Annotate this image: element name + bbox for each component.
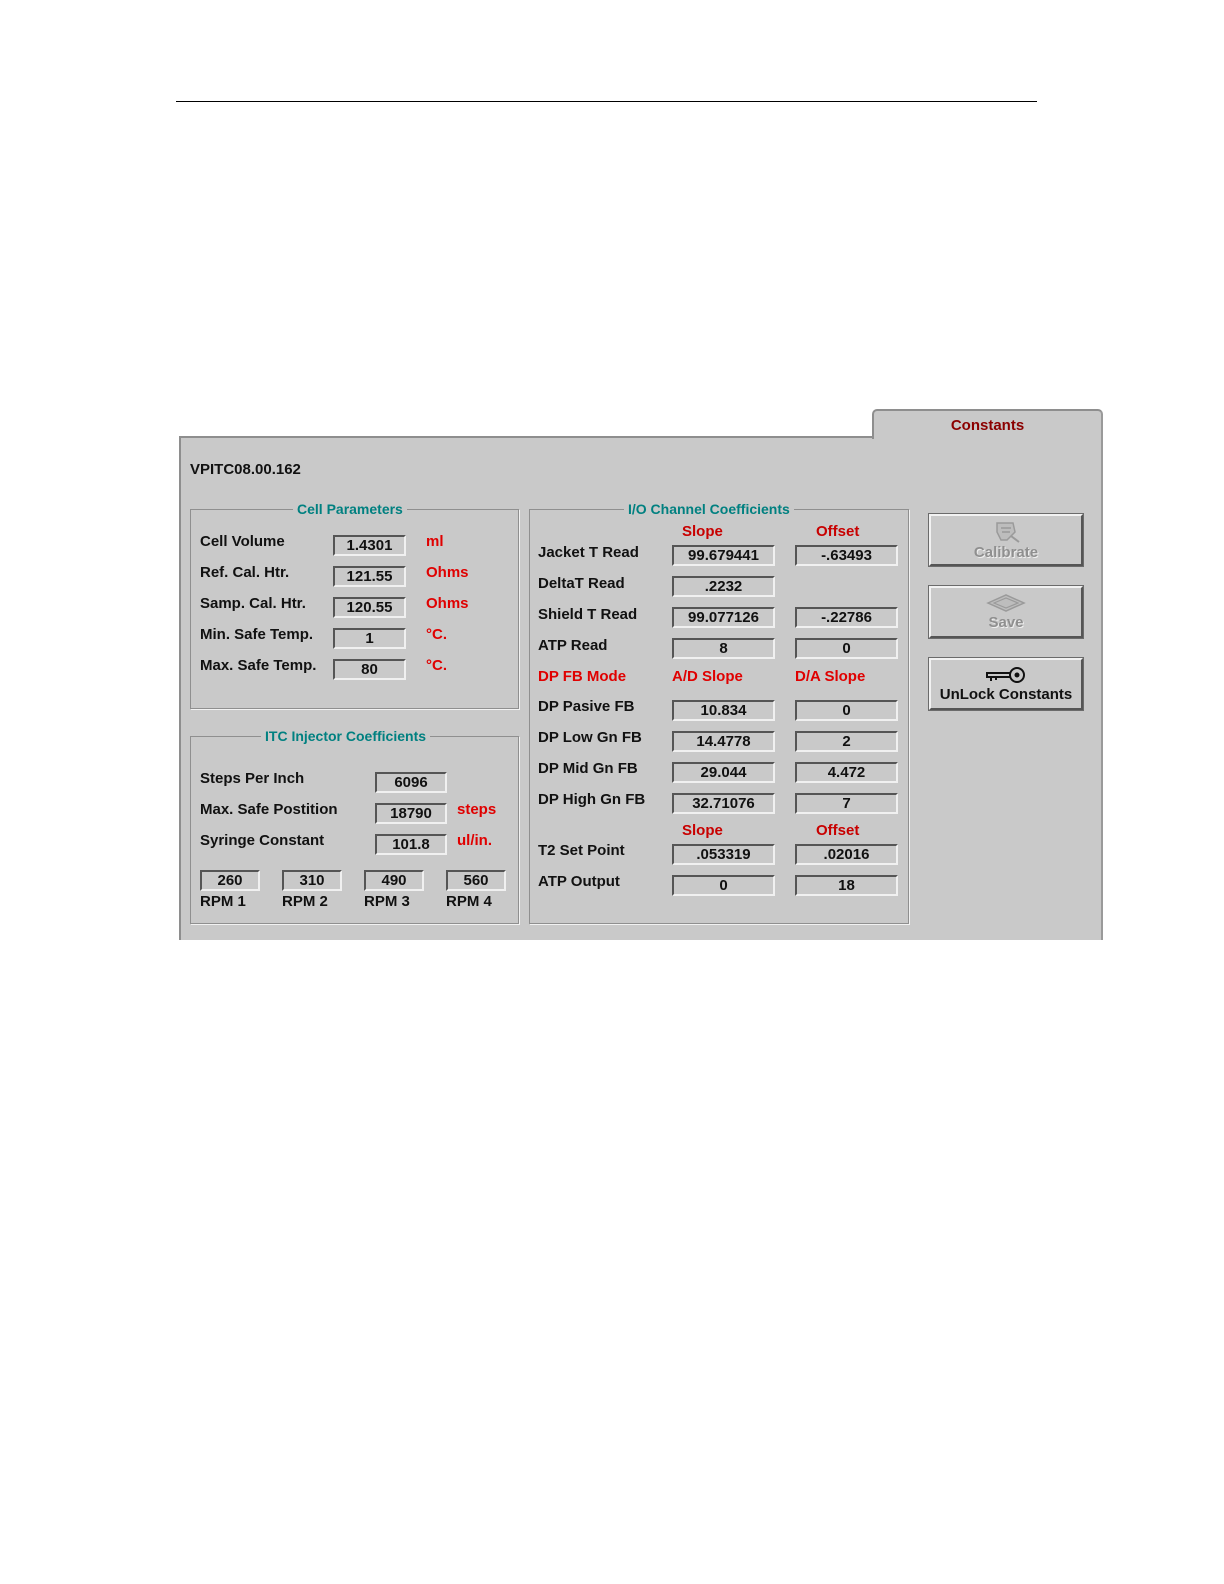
jacket-t-read-slope-field[interactable]: 99.679441 bbox=[672, 545, 775, 566]
jacket-t-read-label: Jacket T Read bbox=[538, 544, 639, 561]
shield-t-read-offset-field[interactable]: -.22786 bbox=[795, 607, 898, 628]
rpm-4-field[interactable]: 560 bbox=[446, 870, 506, 891]
save-button[interactable] bbox=[929, 586, 1083, 638]
deltat-read-slope-field[interactable]: .2232 bbox=[672, 576, 775, 597]
ref-cal-htr-field[interactable]: 121.55 bbox=[333, 566, 406, 587]
rpm-4-label: RPM 4 bbox=[446, 893, 492, 910]
dp-low-gn-fb-da-field[interactable]: 2 bbox=[795, 731, 898, 752]
save-button-label: Save bbox=[988, 614, 1024, 631]
rpm-1-label: RPM 1 bbox=[200, 893, 246, 910]
cell-volume-label: Cell Volume bbox=[200, 533, 285, 550]
atp-output-offset-field[interactable]: 18 bbox=[795, 875, 898, 896]
max-safe-temp-label: Max. Safe Temp. bbox=[200, 657, 317, 674]
min-safe-temp-label: Min. Safe Temp. bbox=[200, 626, 314, 643]
max-safe-temp-field[interactable]: 80 bbox=[333, 659, 406, 680]
syringe-constant-field[interactable]: 101.8 bbox=[375, 834, 447, 855]
rpm-1-field[interactable]: 260 bbox=[200, 870, 260, 891]
atp-output-slope-field[interactable]: 0 bbox=[672, 875, 775, 896]
rpm-3-field[interactable]: 490 bbox=[364, 870, 424, 891]
max-safe-position-label: Max. Safe Postition bbox=[200, 801, 338, 818]
min-safe-temp-field[interactable]: 1 bbox=[333, 628, 406, 649]
ad-slope-header: A/D Slope bbox=[672, 668, 743, 685]
rpm-3-label: RPM 3 bbox=[364, 893, 410, 910]
calibrate-button[interactable] bbox=[929, 514, 1083, 566]
dp-low-gn-fb-label: DP Low Gn FB bbox=[538, 729, 642, 746]
atp-read-slope-field[interactable]: 8 bbox=[672, 638, 775, 659]
rpm-2-field[interactable]: 310 bbox=[282, 870, 342, 891]
jacket-t-read-offset-field[interactable]: -.63493 bbox=[795, 545, 898, 566]
ref-cal-htr-label: Ref. Cal. Htr. bbox=[200, 564, 290, 581]
tab-constants-label: Constants bbox=[950, 417, 1025, 434]
dp-pasive-fb-da-field[interactable]: 0 bbox=[795, 700, 898, 721]
cell-volume-field[interactable]: 1.4301 bbox=[333, 535, 406, 556]
save-icon bbox=[984, 592, 1028, 614]
samp-cal-htr-field[interactable]: 120.55 bbox=[333, 597, 406, 618]
max-safe-temp-unit: °C. bbox=[426, 657, 447, 674]
dp-high-gn-fb-label: DP High Gn FB bbox=[538, 791, 646, 808]
max-safe-position-unit: steps bbox=[457, 801, 497, 818]
samp-cal-htr-unit: Ohms bbox=[426, 595, 469, 612]
calibrate-icon bbox=[989, 520, 1023, 544]
unlock-constants-button-label: UnLock Constants bbox=[939, 686, 1073, 703]
injector-title: ITC Injector Coefficients bbox=[261, 728, 430, 744]
version-label: VPITC08.00.162 bbox=[190, 461, 301, 478]
max-safe-position-field[interactable]: 18790 bbox=[375, 803, 447, 824]
dp-low-gn-fb-ad-field[interactable]: 14.4778 bbox=[672, 731, 775, 752]
steps-per-inch-field[interactable]: 6096 bbox=[375, 772, 447, 793]
cell-parameters-title: Cell Parameters bbox=[293, 501, 407, 517]
dp-mid-gn-fb-ad-field[interactable]: 29.044 bbox=[672, 762, 775, 783]
dp-mid-gn-fb-da-field[interactable]: 4.472 bbox=[795, 762, 898, 783]
atp-read-label: ATP Read bbox=[538, 637, 608, 654]
atp-output-label: ATP Output bbox=[538, 873, 620, 890]
dp-fb-mode-header: DP FB Mode bbox=[538, 668, 627, 685]
key-icon bbox=[983, 664, 1029, 686]
dp-high-gn-fb-da-field[interactable]: 7 bbox=[795, 793, 898, 814]
dp-pasive-fb-ad-field[interactable]: 10.834 bbox=[672, 700, 775, 721]
atp-read-offset-field[interactable]: 0 bbox=[795, 638, 898, 659]
calibrate-button-label: Calibrate bbox=[973, 544, 1039, 561]
dp-pasive-fb-label: DP Pasive FB bbox=[538, 698, 635, 715]
page-header-rule bbox=[176, 101, 1037, 102]
io-offset-header: Offset bbox=[816, 523, 860, 540]
syringe-constant-label: Syringe Constant bbox=[200, 832, 325, 849]
tab-constants[interactable] bbox=[872, 409, 1103, 439]
samp-cal-htr-label: Samp. Cal. Htr. bbox=[200, 595, 306, 612]
deltat-read-label: DeltaT Read bbox=[538, 575, 625, 592]
steps-per-inch-label: Steps Per Inch bbox=[200, 770, 305, 787]
unlock-constants-button[interactable] bbox=[929, 658, 1083, 710]
syringe-constant-unit: ul/in. bbox=[457, 832, 492, 849]
cell-volume-unit: ml bbox=[426, 533, 444, 550]
t2-set-point-offset-field[interactable]: .02016 bbox=[795, 844, 898, 865]
min-safe-temp-unit: °C. bbox=[426, 626, 447, 643]
ref-cal-htr-unit: Ohms bbox=[426, 564, 469, 581]
da-slope-header: D/A Slope bbox=[795, 668, 866, 685]
rpm-2-label: RPM 2 bbox=[282, 893, 328, 910]
t2-set-point-slope-field[interactable]: .053319 bbox=[672, 844, 775, 865]
shield-t-read-label: Shield T Read bbox=[538, 606, 638, 623]
dp-high-gn-fb-ad-field[interactable]: 32.71076 bbox=[672, 793, 775, 814]
io-title: I/O Channel Coefficients bbox=[624, 501, 794, 517]
io-slope-header: Slope bbox=[682, 523, 723, 540]
t2-set-point-label: T2 Set Point bbox=[538, 842, 625, 859]
io-offset-header-2: Offset bbox=[816, 822, 860, 839]
io-slope-header-2: Slope bbox=[682, 822, 723, 839]
shield-t-read-slope-field[interactable]: 99.077126 bbox=[672, 607, 775, 628]
dp-mid-gn-fb-label: DP Mid Gn FB bbox=[538, 760, 638, 777]
